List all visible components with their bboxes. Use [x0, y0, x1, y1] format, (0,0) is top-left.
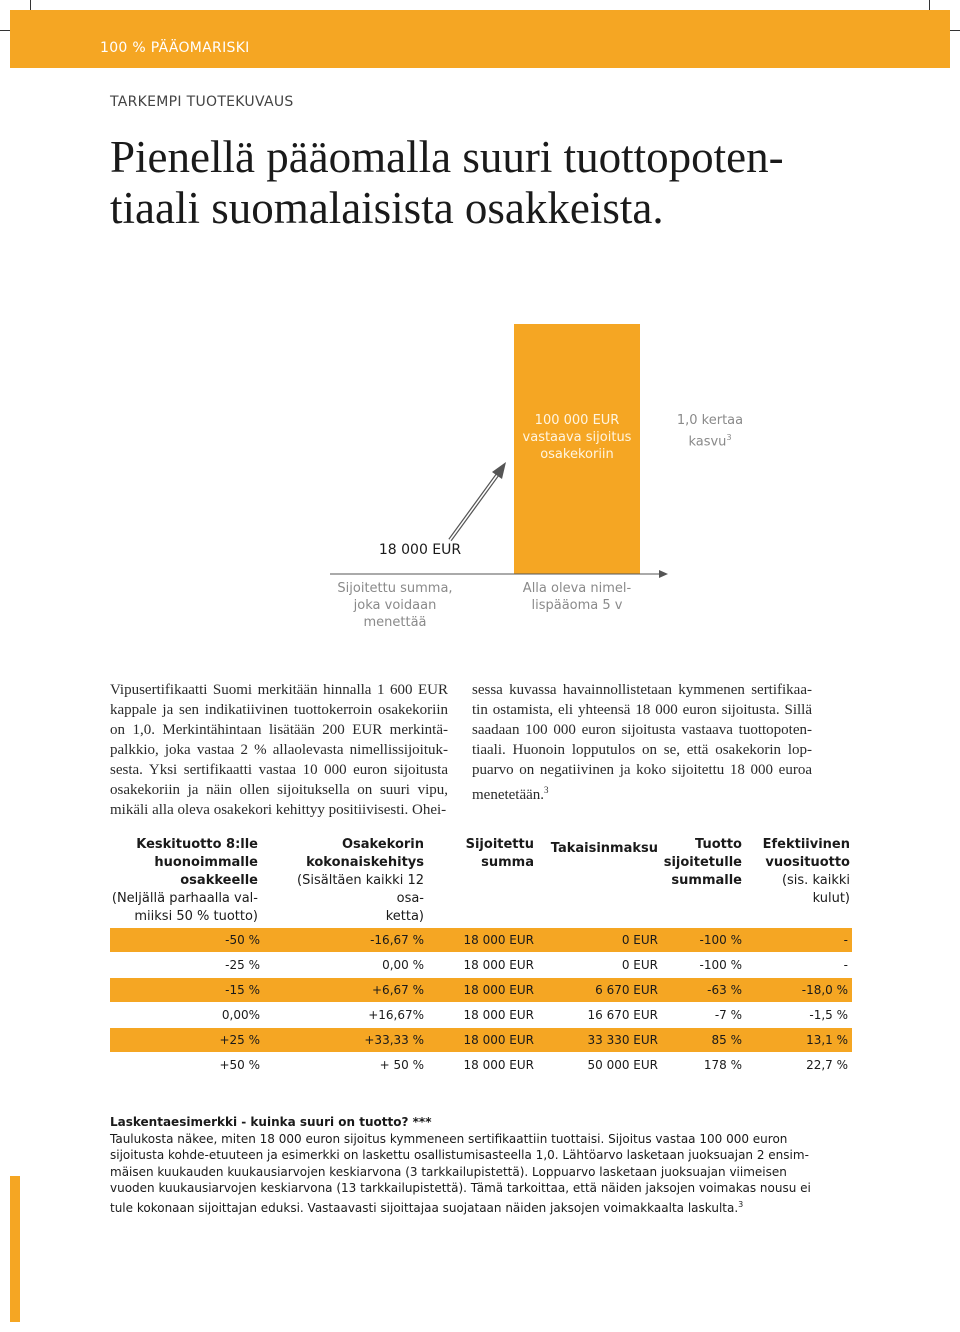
table-cell: 0,00%	[221, 1008, 260, 1022]
footnote-line: tule kokonaan sijoittajan eduksi. Vastaavasti sijoittajaa suojataan näiden jaksojen voimakkaalta laskulta.	[110, 1200, 739, 1215]
calculation-example	[110, 1114, 830, 1216]
table-cell: +16,67%	[368, 1008, 424, 1022]
col-header-repayment: Takaisinmaksu	[550, 841, 658, 856]
table-row	[110, 1053, 852, 1077]
table-cell: -18,0 %	[801, 983, 848, 997]
table-cell: -15 %	[225, 983, 260, 997]
table-cell: +6,67 %	[372, 983, 424, 997]
table-cell: -100 %	[699, 933, 742, 947]
table-cell: +25 %	[219, 1033, 260, 1047]
table-cell: 13,1 %	[806, 1033, 848, 1047]
table-cell: 18 000 EUR	[463, 1058, 534, 1072]
table-row	[110, 1003, 852, 1027]
col-header-annual-yield: Efektiivinen vuosituotto (sis. kaikki kulut)	[762, 837, 850, 906]
col-header-avg-return: Keskituotto 8:lle huonoimmalle osakkeelle (Neljällä parhaalla val- miiksi 50 % tuotto)	[111, 837, 258, 924]
footnote-ref: 3	[544, 785, 549, 795]
notional-label: Alla oleva nimel- lispääoma 5 v	[522, 581, 632, 613]
banner-label: 100 % PÄÄOMARISKI	[100, 40, 250, 56]
table-row	[110, 1028, 852, 1052]
table-row	[110, 928, 852, 952]
table-cell: -63 %	[707, 983, 742, 997]
body-text-col2: sessa kuvassa havainnollistetaan kymmenen sertifikaatin ostamista, eli yhteensä 18 000 euron sijoitusta. Sillä saadaan 100 000 euron sijoitusta vastaava tuottopotentiaali. Huonoin lopputulos on se, että osakekorin loppuarvo on negatiivinen ja koko sijoitettu 18 000 euroa menetetään.$^3$	[472, 682, 812, 803]
body-text-col1: Vipusertifikaatti Suomi merkitään hinnalla 1 600 EUR kappale ja sen indikatiivinen tuottokerroin osakekoriin on 1,0. Merkintähintaan lisätään 200 EUR merkintäpalkkio, joka vastaa 2 % allaolevasta nimellissijoituksesta. Yksi sertifikaatti vastaa 10 000 euron sijoitusta osakekoriin ja näin ollen sijoituksella on suuri vipu, mikäli alla oleva osakekori kehittyy positiivisesti. Ohei-	[110, 682, 448, 818]
table-cell: 85 %	[711, 1033, 742, 1047]
table-cell: 18 000 EUR	[463, 1033, 534, 1047]
table-cell: -7 %	[714, 1008, 742, 1022]
exposure-label: 100 000 EUR vastaava sijoitus osakekoriin	[522, 413, 632, 462]
title-line: Pienellä pääomalla suuri tuottopoten-	[110, 132, 784, 182]
table-cell: -	[843, 933, 848, 947]
table-cell: + 50 %	[379, 1058, 424, 1072]
table-cell: 16 670 EUR	[587, 1008, 658, 1022]
accent-bar	[10, 1176, 20, 1322]
footnote-line: vuoden kuukausiarvojen keskiarvona (13 tarkkailupistettä). Tämä tarkoittaa, että näiden jaksojen voimakas nousu ei	[110, 1181, 811, 1195]
table-cell: -16,67 %	[370, 933, 424, 947]
table-cell: -100 %	[699, 958, 742, 972]
footnote-line: Taulukosta näkee, miten 18 000 euron sijoitus kymmeneen sertifikaattiin tuottaisi. Sijoitus vastaa 100 000 euron	[110, 1131, 788, 1146]
footnote-line: mäisen kuukauden kuukausiarvojen keskiarvona (3 tarkkailupistettä). Loppuarvo lasketaan juoksuajan viimeisen	[110, 1164, 787, 1179]
footnote-heading: Laskentaesimerkki - kuinka suuri on tuotto? ***	[110, 1115, 432, 1129]
table-cell: 50 000 EUR	[587, 1058, 658, 1072]
growth-arrow-inner	[450, 474, 498, 540]
table-cell: +33,33 %	[364, 1033, 424, 1047]
table-row	[110, 953, 852, 977]
table-cell: 0 EUR	[621, 933, 658, 947]
table-cell: -25 %	[225, 958, 260, 972]
table-cell: +50 %	[219, 1058, 260, 1072]
col-header-invested: Sijoitettu summa	[465, 837, 534, 870]
table-cell: 18 000 EUR	[463, 1008, 534, 1022]
footnote-ref: 3	[738, 1199, 744, 1209]
table-cell: 22,7 %	[806, 1058, 848, 1072]
footnote-line: sijoitusta kohde-etuuteen ja esimerkki on laskettu osallistumisasteella 1,0. Lähtöarvo lasketaan juoksuajan 2 ensim-	[110, 1148, 809, 1162]
title-line: tiaali suomalaisista osakkeista.	[110, 183, 664, 233]
table-cell: 33 330 EUR	[587, 1033, 658, 1047]
table-row	[110, 978, 852, 1002]
col-header-return: Tuotto sijoitetulle summalle	[663, 837, 742, 888]
table-cell: 18 000 EUR	[463, 933, 534, 947]
axis-arrow-head	[659, 570, 668, 578]
invested-amount: 18 000 EUR	[378, 542, 462, 558]
table-cell: 18 000 EUR	[463, 983, 534, 997]
table-cell: 0 EUR	[621, 958, 658, 972]
table-cell: -50 %	[225, 933, 260, 947]
table-cell: 0,00 %	[382, 958, 424, 972]
growth-factor-label: 1,0 kertaa kasvu$^3$	[676, 413, 744, 450]
table-cell: 18 000 EUR	[463, 958, 534, 972]
table-cell: -1,5 %	[809, 1008, 848, 1022]
table-cell: 178 %	[703, 1058, 742, 1072]
footnote-ref: 3	[726, 433, 732, 442]
table-cell: 6 670 EUR	[595, 983, 658, 997]
table-cell: -	[843, 958, 848, 972]
col-header-basket-performance: Osakekorin kokonaiskehitys (Sisältäen kaikki 12 osa- ketta)	[297, 837, 424, 924]
at-risk-label: Sijoitettu summa, joka voidaan menettää	[337, 581, 453, 630]
subheading: TARKEMPI TUOTEKUVAUS	[110, 94, 294, 110]
